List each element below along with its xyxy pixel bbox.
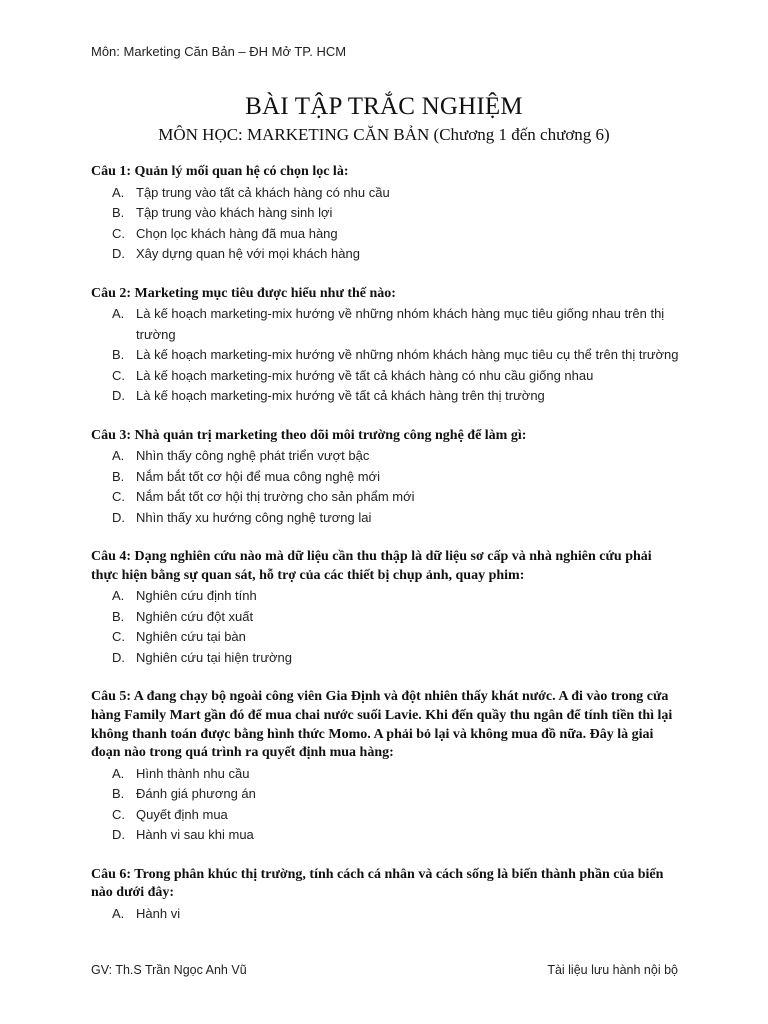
question-5 bbox=[91, 688, 681, 845]
option-text: Nắm bắt tốt cơ hội thị trường cho sản phẩm mới bbox=[136, 489, 415, 505]
option-letter: B. bbox=[112, 347, 125, 363]
question-1 bbox=[91, 163, 681, 265]
answer-option bbox=[91, 244, 681, 265]
page-header: Môn: Marketing Căn Bản – ĐH Mở TP. HCM bbox=[91, 44, 347, 59]
option-text: Quyết định mua bbox=[136, 806, 228, 822]
answer-option bbox=[91, 784, 681, 805]
question-2 bbox=[91, 285, 681, 407]
option-text: Tập trung vào tất cả khách hàng có nhu cầu bbox=[136, 184, 390, 200]
page-subtitle: MÔN HỌC: MARKETING CĂN BẢN (Chương 1 đến chương 6) bbox=[158, 125, 610, 144]
option-letter: C. bbox=[112, 367, 125, 383]
option-letter: A. bbox=[112, 448, 125, 464]
answer-option bbox=[91, 627, 681, 648]
answer-options bbox=[91, 446, 681, 528]
option-text: Là kế hoạch marketing-mix hướng về tất cả khách hàng trên thị trường bbox=[136, 388, 545, 404]
option-letter: D. bbox=[112, 827, 125, 843]
answer-option bbox=[91, 607, 681, 628]
answer-option bbox=[91, 764, 681, 785]
option-text: Nghiên cứu đột xuất bbox=[136, 608, 254, 624]
answer-options bbox=[91, 183, 681, 265]
answer-option bbox=[91, 586, 681, 607]
option-letter: A. bbox=[112, 906, 125, 922]
option-letter: B. bbox=[112, 608, 125, 624]
footer-note: Tài liệu lưu hành nội bộ bbox=[547, 963, 678, 977]
answer-option bbox=[91, 386, 681, 407]
option-letter: C. bbox=[112, 629, 125, 645]
option-letter: A. bbox=[112, 588, 125, 604]
option-letter: B. bbox=[112, 786, 125, 802]
option-text: Nhìn thấy công nghệ phát triển vượt bậc bbox=[136, 448, 370, 464]
answer-option bbox=[91, 366, 681, 387]
option-text: Tập trung vào khách hàng sinh lợi bbox=[136, 205, 333, 221]
option-text: Là kế hoạch marketing-mix hướng về những nhóm khách hàng mục tiêu cụ thể trên thị trường bbox=[136, 347, 679, 363]
answer-option bbox=[91, 904, 681, 925]
option-letter: C. bbox=[112, 225, 125, 241]
answer-option bbox=[91, 183, 681, 204]
option-letter: A. bbox=[112, 184, 125, 200]
option-text: Nghiên cứu định tính bbox=[136, 588, 257, 604]
option-text: Chọn lọc khách hàng đã mua hàng bbox=[136, 225, 338, 241]
option-text: Hình thành nhu cầu bbox=[136, 765, 250, 781]
option-text: Hành vi bbox=[136, 906, 181, 922]
option-letter: D. bbox=[112, 388, 125, 404]
question-4 bbox=[91, 548, 681, 668]
option-text: Là kế hoạch marketing-mix hướng về tất cả khách hàng có nhu cầu giống nhau bbox=[136, 367, 594, 383]
answer-options bbox=[91, 764, 681, 846]
answer-options bbox=[91, 904, 681, 925]
option-letter: B. bbox=[112, 468, 125, 484]
option-text: Là kế hoạch marketing-mix hướng về những nhóm khách hàng mục tiêu giống nhau trên thị trường bbox=[136, 306, 665, 342]
answer-option bbox=[91, 446, 681, 467]
answer-option bbox=[91, 304, 681, 345]
option-letter: D. bbox=[112, 246, 125, 262]
option-text: Nhìn thấy xu hướng công nghệ tương lai bbox=[136, 509, 372, 525]
answer-option bbox=[91, 805, 681, 826]
option-letter: A. bbox=[112, 306, 125, 322]
option-text: Hành vi sau khi mua bbox=[136, 827, 254, 843]
answer-option bbox=[91, 345, 681, 366]
option-text: Nghiên cứu tại hiện trường bbox=[136, 649, 293, 665]
option-letter: A. bbox=[112, 765, 125, 781]
question-text: Câu 3: Nhà quản trị marketing theo dõi môi trường công nghệ để làm gì: bbox=[91, 427, 527, 443]
question-list bbox=[91, 163, 681, 945]
answer-option bbox=[91, 487, 681, 508]
question-text: Câu 1: Quản lý mối quan hệ có chọn lọc là: bbox=[91, 164, 349, 179]
page-title: BÀI TẬP TRẮC NGHIỆM bbox=[245, 93, 523, 120]
question-text: Câu 2: Marketing mục tiêu được hiểu như thế nào: bbox=[91, 285, 396, 301]
answer-option bbox=[91, 648, 681, 669]
answer-option bbox=[91, 508, 681, 529]
question-text: Câu 6: Trong phân khúc thị trường, tính cách cá nhân và cách sống là biến thành phần của biến nào dưới đây: bbox=[91, 866, 664, 901]
option-letter: C. bbox=[112, 806, 125, 822]
answer-option bbox=[91, 825, 681, 846]
option-letter: B. bbox=[112, 205, 125, 221]
answer-option bbox=[91, 467, 681, 488]
option-text: Nghiên cứu tại bàn bbox=[136, 629, 246, 645]
option-text: Xây dựng quan hệ với mọi khách hàng bbox=[136, 246, 360, 262]
answer-option bbox=[91, 224, 681, 245]
option-text: Đánh giá phương án bbox=[136, 786, 256, 802]
question-6 bbox=[91, 866, 681, 925]
option-letter: C. bbox=[112, 489, 125, 505]
page-footer bbox=[91, 963, 678, 977]
answer-options bbox=[91, 586, 681, 668]
footer-author: GV: Th.S Trần Ngọc Anh Vũ bbox=[91, 963, 247, 977]
title-block bbox=[0, 90, 768, 146]
option-letter: D. bbox=[112, 649, 125, 665]
answer-options bbox=[91, 304, 681, 407]
question-3 bbox=[91, 427, 681, 529]
option-text: Nắm bắt tốt cơ hội để mua công nghệ mới bbox=[136, 468, 380, 484]
option-letter: D. bbox=[112, 509, 125, 525]
question-text: Câu 5: A đang chạy bộ ngoài công viên Gia Định và đột nhiên thấy khát nước. A đi vào trong cửa hàng Family Mart gần đó để mua chai nước suối Lavie. Khi đến quầy thu ngân để tính tiền thì lại không thanh toán được bằng hình thức Momo. A phải bỏ lại và không mua đồ nữa. Đây là giai đoạn nào trong quá trình ra quyết định mua hàng: bbox=[91, 689, 673, 761]
answer-option bbox=[91, 203, 681, 224]
question-text: Câu 4: Dạng nghiên cứu nào mà dữ liệu cần thu thập là dữ liệu sơ cấp và nhà nghiên cứu phải thực hiện bằng sự quan sát, hỗ trợ của các thiết bị chụp ảnh, quay phim: bbox=[91, 549, 652, 583]
